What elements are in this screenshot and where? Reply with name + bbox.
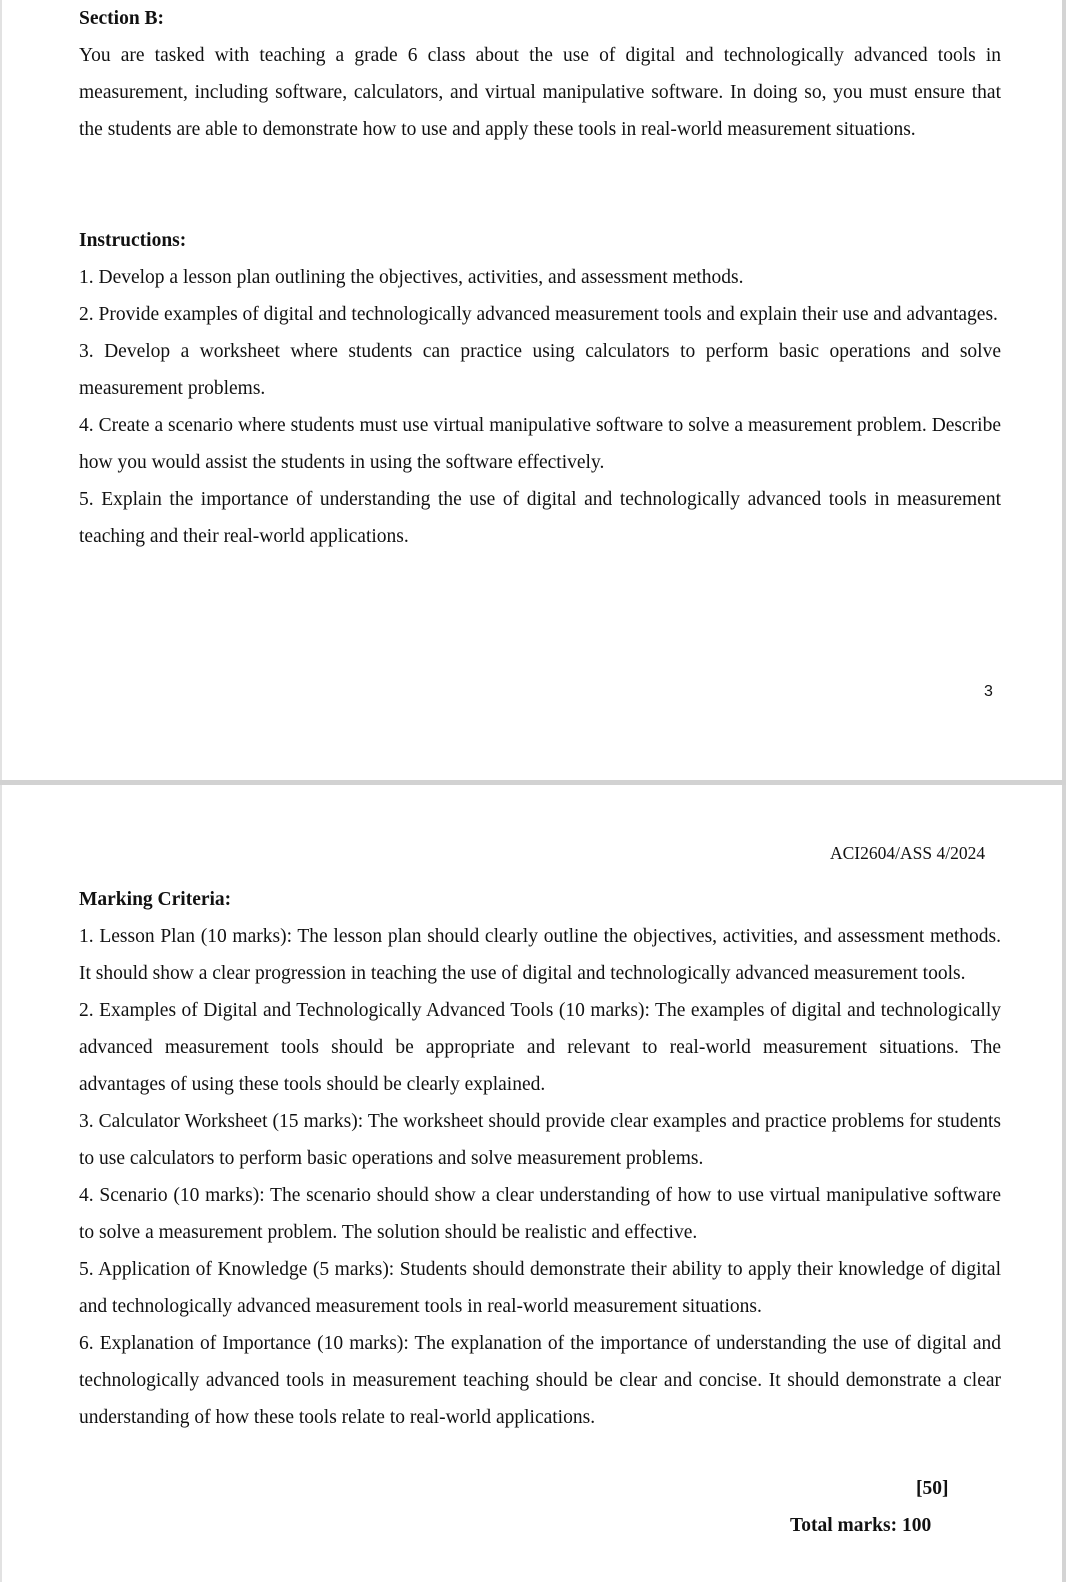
instruction-item: 3. Develop a worksheet where students can practice using calculators to perform basic operations and solve measurement problems. bbox=[79, 341, 1001, 399]
section-b bbox=[79, 0, 1001, 148]
marking-criteria bbox=[79, 881, 1001, 1436]
criteria-item: 4. Scenario (10 marks): The scenario should show a clear understanding of how to use virtual manipulative software to solve a measurement problem. The solution should be realistic and effective. bbox=[79, 1185, 1001, 1243]
instruction-item: 2. Provide examples of digital and technologically advanced measurement tools and explain their use and advantages. bbox=[79, 304, 998, 325]
criteria-item: 2. Examples of Digital and Technologically Advanced Tools (10 marks): The examples of digital and technologically advanced measurement tools should be appropriate and relevant to real-world measurement situations. The advantages of using these tools should be clearly explained. bbox=[79, 1000, 1001, 1095]
criteria-item: 1. Lesson Plan (10 marks): The lesson plan should clearly outline the objectives, activities, and assessment methods. It should show a clear progression in teaching the use of digital and technologically advanced measurement tools. bbox=[79, 926, 1001, 984]
instruction-item: 5. Explain the importance of understanding the use of digital and technologically advanced tools in measurement teaching and their real-world applications. bbox=[79, 489, 1001, 547]
instruction-item: 4. Create a scenario where students must use virtual manipulative software to solve a measurement problem. Describe how you would assist the students in using the software effectively. bbox=[79, 415, 1001, 473]
criteria-item: 3. Calculator Worksheet (15 marks): The worksheet should provide clear examples and practice problems for students to use calculators to perform basic operations and solve measurement problems. bbox=[79, 1111, 1001, 1169]
marking-criteria-heading: Marking Criteria: bbox=[79, 889, 232, 910]
document-code: ACI2604/ASS 4/2024 bbox=[830, 843, 986, 863]
total-marks: Total marks: 100 bbox=[790, 1515, 932, 1536]
section-b-heading: Section B: bbox=[79, 8, 165, 29]
page-number: 3 bbox=[984, 683, 993, 700]
section-total-value: [50] bbox=[916, 1478, 949, 1499]
instructions bbox=[79, 222, 1001, 555]
instruction-item: 1. Develop a lesson plan outlining the objectives, activities, and assessment methods. bbox=[79, 267, 744, 288]
instructions-heading: Instructions: bbox=[79, 230, 187, 251]
section-b-intro: You are tasked with teaching a grade 6 class about the use of digital and technologically advanced tools in measurement, including software, calculators, and virtual manipulative software. In doing so, you must ensure that the students are able to demonstrate how to use and apply these tools in real-world measurement situations. bbox=[79, 45, 1001, 140]
criteria-item: 6. Explanation of Importance (10 marks): The explanation of the importance of understanding the use of digital and technologically advanced tools in measurement teaching should be clear and concise. It should demonstrate a clear understanding of how these tools relate to real-world applications. bbox=[79, 1333, 1001, 1428]
criteria-item: 5. Application of Knowledge (5 marks): Students should demonstrate their ability to apply their knowledge of digital and technologically advanced measurement tools in real-world measurement situations. bbox=[79, 1259, 1001, 1317]
